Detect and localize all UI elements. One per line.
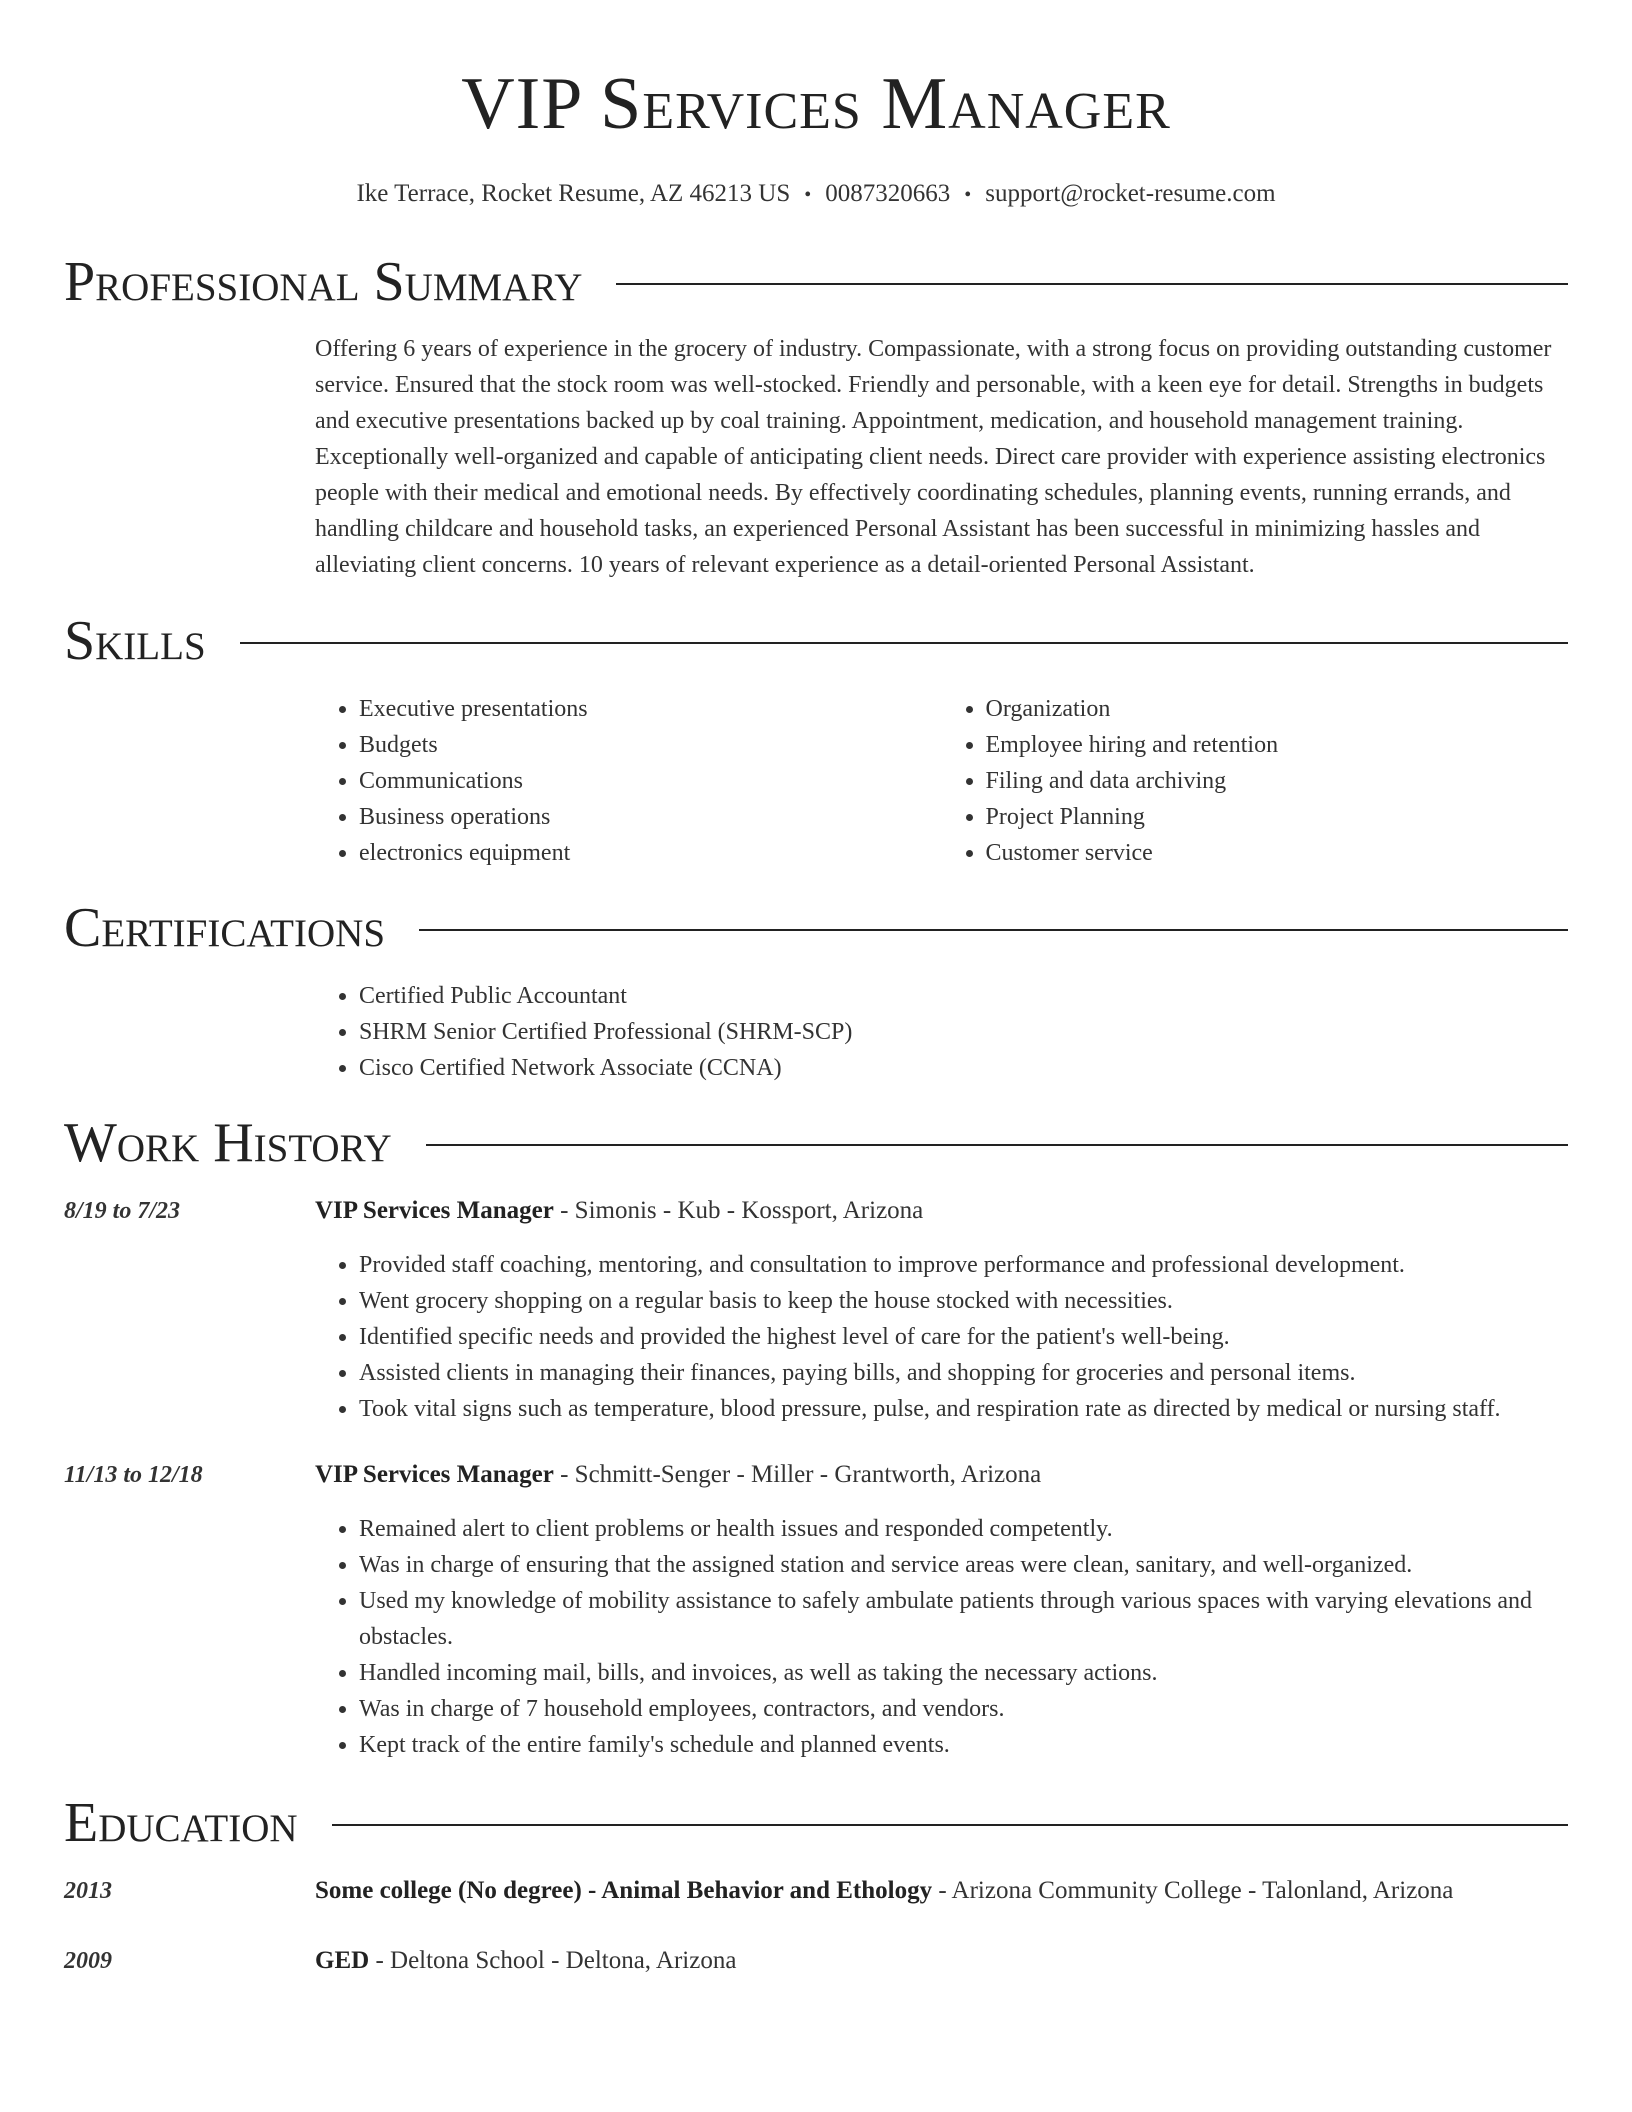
job-duty: • Identified specific needs and provided the highest level of care for the patient's well-being. [359, 1319, 1501, 1355]
job-dates: 8/19 to 7/23 [64, 1198, 181, 1224]
education-heading: Education [64, 1792, 298, 1854]
certifications-heading: Certifications [64, 897, 386, 959]
contact-separator: • [804, 184, 812, 206]
education-degree: Some college (No degree) - Animal Behavior and Ethology [315, 1877, 933, 1904]
job-duties [315, 1247, 1501, 1427]
job-dates: 11/13 to 12/18 [64, 1462, 203, 1488]
education-entry [64, 1873, 1568, 1909]
contact-line [64, 178, 1568, 211]
job-duty: • Used my knowledge of mobility assistance to safely ambulate patients through various spaces with varying elevations and obstacles. [359, 1583, 1568, 1655]
job-title: VIP Services Manager [315, 1461, 554, 1488]
skill-item: • Communications [359, 763, 942, 799]
job-employer: - Simonis - Kub - Kossport, Arizona [553, 1197, 924, 1224]
skill-item: • Project Planning [986, 799, 1569, 835]
skills-list [64, 691, 1568, 871]
job-content [315, 1193, 1501, 1427]
education-year: 2009 [64, 1948, 112, 1974]
education-school: - Deltona School - Deltona, Arizona [369, 1947, 737, 1974]
skill-item: • Business operations [359, 799, 942, 835]
contact-separator: • [964, 184, 972, 206]
skill-item: • Filing and data archiving [986, 763, 1569, 799]
summary-text: Offering 6 years of experience in the grocery of industry. Compassionate, with a strong focus on providing outstanding customer service. Ensured that the stock room was well-stocked. Friendly and personable, with a keen eye for detail. Strengths in budgets and executive presentations backed up by coal training. Appointment, medication, and household management training. Exceptionally well-organized and capable of anticipating client needs. Direct care provider with experience assisting electronics people with their medical and emotional needs. By effectively coordinating schedules, planning events, running errands, and handling childcare and household tasks, an experienced Personal Assistant has been successful in minimizing hassles and alleviating client concerns. 10 years of relevant experience as a detail-oriented Personal Assistant. [315, 336, 1552, 578]
skill-item: • Organization [986, 691, 1569, 727]
job-duties [315, 1511, 1568, 1763]
job-duty: • Kept track of the entire family's schedule and planned events. [359, 1727, 1568, 1763]
summary-section-header [64, 250, 1568, 314]
education-section-header [64, 1791, 1568, 1855]
skill-item: • Customer service [986, 835, 1569, 871]
skills-column-right [942, 691, 1569, 871]
section-divider [332, 1824, 1568, 1826]
contact-phone: 0087320663 [825, 180, 951, 207]
job-title: VIP Services Manager [315, 1197, 554, 1224]
education-degree: GED [315, 1947, 370, 1974]
job-duty: • Provided staff coaching, mentoring, and consultation to improve performance and professional development. [359, 1247, 1501, 1283]
job-duty: • Handled incoming mail, bills, and invoices, as well as taking the necessary actions. [359, 1655, 1568, 1691]
job-content [315, 1457, 1568, 1763]
summary-heading: Professional Summary [64, 251, 583, 313]
certification-item: • SHRM Senior Certified Professional (SHRM-SCP) [359, 1014, 1568, 1050]
skill-item: • electronics equipment [359, 835, 942, 871]
job-duty: • Was in charge of ensuring that the assigned station and service areas were clean, sanitary, and well-organized. [359, 1547, 1568, 1583]
section-divider [240, 642, 1568, 644]
certification-item: • Cisco Certified Network Associate (CCNA) [359, 1050, 1568, 1086]
section-divider [419, 929, 1568, 931]
education-school: - Arizona Community College - Talonland, Arizona [932, 1877, 1454, 1904]
job-header [315, 1193, 1501, 1229]
work-section-header [64, 1111, 1568, 1175]
job-entry [64, 1457, 1568, 1763]
job-duty: • Remained alert to client problems or health issues and responded competently. [359, 1511, 1568, 1547]
summary-body [64, 331, 1568, 583]
contact-email: support@rocket-resume.com [985, 180, 1276, 207]
skill-item: • Employee hiring and retention [986, 727, 1569, 763]
resume-name: VIP Services Manager [461, 63, 1171, 145]
education-details [315, 1943, 736, 1979]
contact-address: Ike Terrace, Rocket Resume, AZ 46213 US [356, 180, 791, 207]
certification-item: • Certified Public Accountant [359, 978, 1568, 1014]
job-header [315, 1457, 1568, 1493]
job-duty: • Went grocery shopping on a regular basis to keep the house stocked with necessities. [359, 1283, 1501, 1319]
job-duty: • Took vital signs such as temperature, blood pressure, pulse, and respiration rate as directed by medical or nursing staff. [359, 1391, 1501, 1427]
job-duty: • Was in charge of 7 household employees, contractors, and vendors. [359, 1691, 1568, 1727]
skill-item: • Executive presentations [359, 691, 942, 727]
education-entry [64, 1943, 1568, 1979]
skills-column-left [315, 691, 942, 871]
skills-heading: Skills [64, 610, 206, 672]
education-year: 2013 [64, 1878, 112, 1904]
certifications-section-header [64, 896, 1568, 960]
section-divider [616, 283, 1568, 285]
job-duty: • Assisted clients in managing their finances, paying bills, and shopping for groceries and personal items. [359, 1355, 1501, 1391]
education-details [315, 1873, 1453, 1909]
work-heading: Work History [64, 1112, 392, 1174]
certifications-list [64, 978, 1568, 1086]
section-divider [426, 1144, 1568, 1146]
job-entry [64, 1193, 1568, 1427]
skill-item: • Budgets [359, 727, 942, 763]
job-employer: - Schmitt-Senger - Miller - Grantworth, Arizona [553, 1461, 1042, 1488]
skills-section-header [64, 609, 1568, 673]
